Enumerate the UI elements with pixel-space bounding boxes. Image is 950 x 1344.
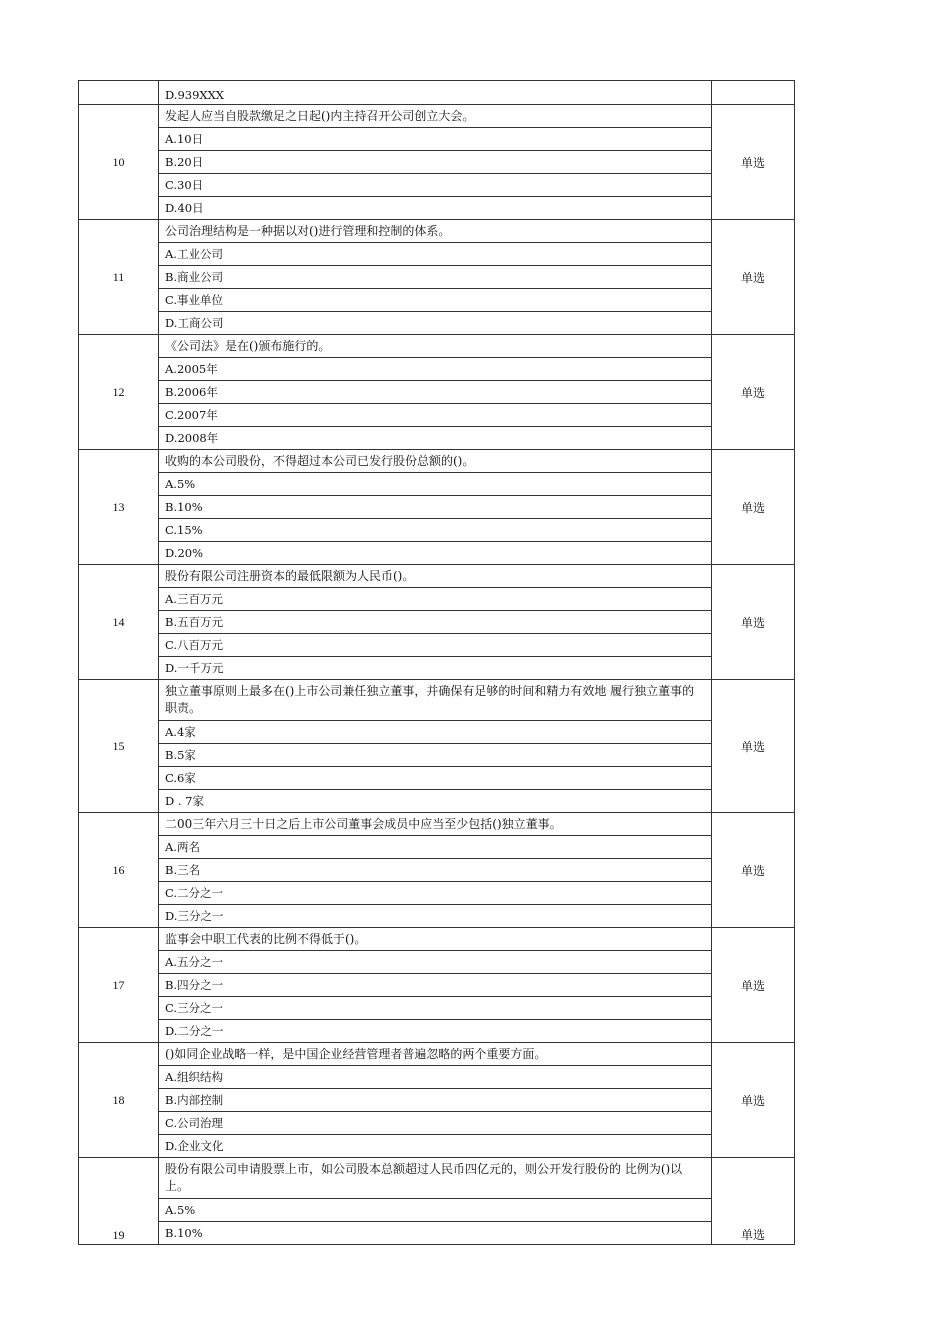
question-stem: 股份有限公司申请股票上市，如公司股本总额超过人民币四亿元的，则公开发行股份的 比例为()以上。 [159, 1158, 711, 1199]
question-type: 单选 [712, 1043, 795, 1158]
table-row [79, 81, 795, 105]
option-a: A.工业公司 [159, 243, 711, 266]
option-d: D.企业文化 [165, 1139, 224, 1153]
option-d: D.一千万元 [165, 661, 224, 675]
option-a: A.2005年 [159, 358, 711, 381]
option-b: B.2006年 [159, 381, 711, 404]
question-type: 单选 [712, 1158, 795, 1245]
option-a: A.5% [159, 473, 711, 496]
option-b: B.五百万元 [159, 611, 711, 634]
table-row [79, 813, 795, 928]
question-cell [159, 335, 712, 450]
option-c: C.30日 [159, 174, 711, 197]
option-a: A.组织结构 [159, 1066, 711, 1089]
option-b: B.5家 [159, 744, 711, 767]
option-c: C.三分之一 [159, 997, 711, 1020]
option-b: B.20日 [159, 151, 711, 174]
option-a: A.4家 [159, 721, 711, 744]
question-number: 10 [79, 105, 159, 220]
question-type: 单选 [712, 813, 795, 928]
question-stem: 收购的本公司股份，不得超过本公司已发行股份总额的()。 [159, 450, 711, 473]
question-stem: 发起人应当自股款缴足之日起()内主持召开公司创立大会。 [159, 105, 711, 128]
question-type: 单选 [712, 335, 795, 450]
question-stem: ()如同企业战略一样，是中国企业经营管理者普遍忽略的两个重要方面。 [159, 1043, 711, 1066]
option-b: B.三名 [159, 859, 711, 882]
option-d: D.939XXX [165, 88, 224, 102]
option-d: D . 7家 [165, 794, 205, 808]
option-d: D.二分之一 [165, 1024, 224, 1038]
question-stem: 公司治理结构是一种据以对()进行管理和控制的体系。 [159, 220, 711, 243]
question-number: 15 [79, 680, 159, 813]
option-c: C.2007年 [159, 404, 711, 427]
option-b: B.四分之一 [159, 974, 711, 997]
table-row [79, 450, 795, 565]
option-b: B.10% [159, 496, 711, 519]
option-a: A.两名 [159, 836, 711, 859]
table-row [79, 105, 795, 220]
question-type: 单选 [712, 105, 795, 220]
option-c: C.6家 [159, 767, 711, 790]
question-cell [159, 565, 712, 680]
question-cell [159, 813, 712, 928]
option-b: B.10% [165, 1226, 203, 1240]
question-number: 12 [79, 335, 159, 450]
question-number: 19 [79, 1158, 159, 1245]
question-number: 18 [79, 1043, 159, 1158]
question-cell [159, 105, 712, 220]
question-number: 13 [79, 450, 159, 565]
option-c: C.事业单位 [159, 289, 711, 312]
question-cell [159, 450, 712, 565]
question-cell [159, 1158, 712, 1245]
table-row [79, 928, 795, 1043]
option-a: A.10日 [159, 128, 711, 151]
table-row [79, 220, 795, 335]
option-c: C.二分之一 [159, 882, 711, 905]
question-type: 单选 [712, 680, 795, 813]
question-type: 单选 [712, 220, 795, 335]
table-row [79, 565, 795, 680]
table-row [79, 335, 795, 450]
question-stem: 《公司法》是在()颁布施行的。 [159, 335, 711, 358]
question-number: 14 [79, 565, 159, 680]
table-row [79, 1043, 795, 1158]
question-cell [159, 1043, 712, 1158]
option-b: B.内部控制 [159, 1089, 711, 1112]
question-type: 单选 [712, 450, 795, 565]
option-c: C.15% [159, 519, 711, 542]
question-stem: 二00三年六月三十日之后上市公司董事会成员中应当至少包括()独立董事。 [159, 813, 711, 836]
question-cell [159, 928, 712, 1043]
question-type [712, 81, 795, 105]
option-d: D.工商公司 [165, 316, 224, 330]
option-b: B.商业公司 [159, 266, 711, 289]
option-c: C.八百万元 [159, 634, 711, 657]
question-cell [159, 680, 712, 813]
question-type: 单选 [712, 928, 795, 1043]
option-d: D.2008年 [165, 431, 219, 445]
option-a: A.五分之一 [159, 951, 711, 974]
question-cell [159, 220, 712, 335]
option-a: A.5% [159, 1199, 711, 1222]
option-d: D.三分之一 [165, 909, 224, 923]
option-d: D.40日 [165, 201, 204, 215]
question-number: 17 [79, 928, 159, 1043]
question-number: 11 [79, 220, 159, 335]
question-stem: 监事会中职工代表的比例不得低于()。 [159, 928, 711, 951]
option-d: D.20% [165, 546, 204, 560]
option-c: C.公司治理 [159, 1112, 711, 1135]
question-stem: 股份有限公司注册资本的最低限额为人民币()。 [159, 565, 711, 588]
table-row [79, 680, 795, 813]
question-number: 16 [79, 813, 159, 928]
question-cell [159, 81, 712, 105]
question-number [79, 81, 159, 105]
question-stem: 独立董事原则上最多在()上市公司兼任独立董事，并确保有足够的时间和精力有效地 履行独立董事的职责。 [159, 680, 711, 721]
table-row [79, 1158, 795, 1245]
question-table [78, 80, 795, 1245]
option-a: A.三百万元 [159, 588, 711, 611]
question-type: 单选 [712, 565, 795, 680]
